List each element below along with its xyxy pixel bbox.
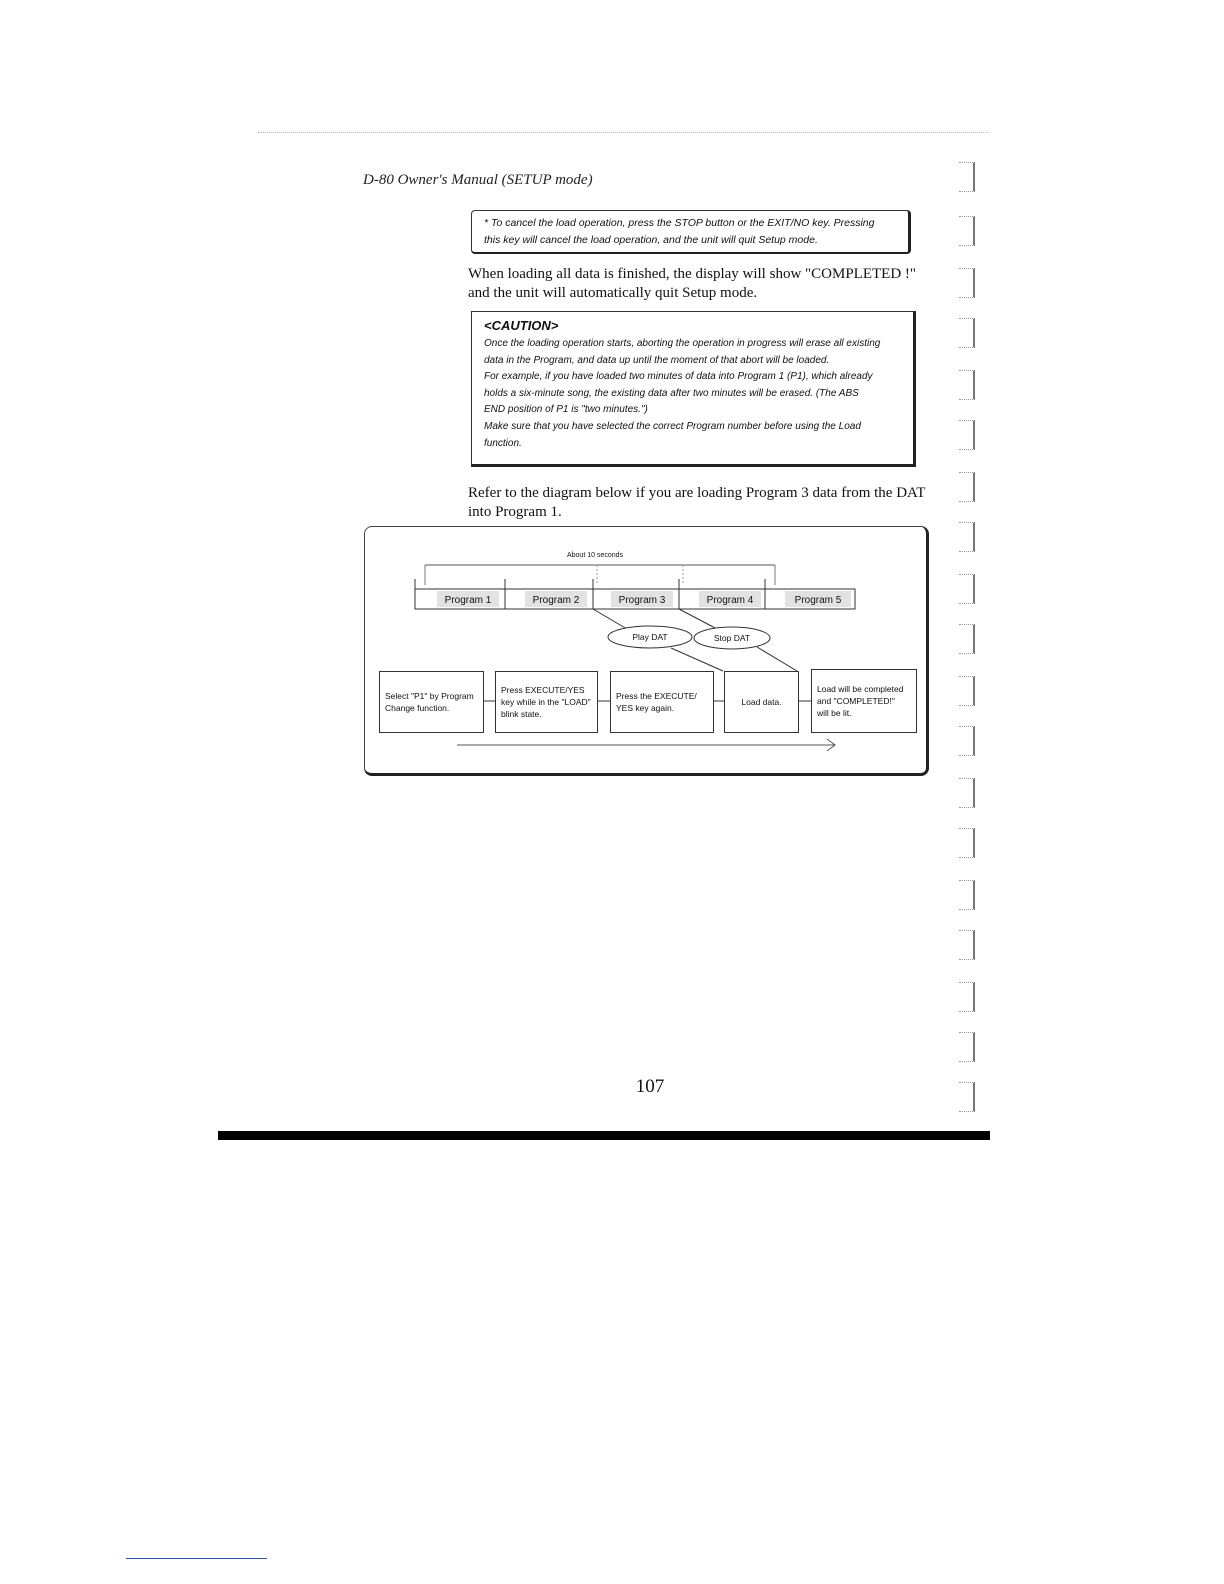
- caution-line: END position of P1 is "two minutes."): [484, 404, 648, 416]
- caution-line: data in the Program, and data up until the moment of that abort will be loaded.: [484, 354, 830, 366]
- step-press-execute: Press EXECUTE/YES key while in the "LOAD" blink state.: [495, 671, 598, 733]
- program-label-1: Program 1: [444, 595, 492, 606]
- step-press-execute-again: Press the EXECUTE/ YES key again.: [610, 671, 714, 733]
- caution-box: [471, 311, 916, 467]
- play-dat-label: Play DAT: [632, 632, 668, 642]
- program-label-3: Program 3: [618, 595, 666, 606]
- footnote-rule: [126, 1558, 267, 1559]
- diagram-intro-paragraph: Refer to the diagram below if you are loading Program 3 data from the DAT into Program 1.: [468, 485, 926, 520]
- completion-paragraph: When loading all data is finished, the display will show "COMPLETED !" and the unit will automatically quit Setup mode.: [468, 266, 917, 301]
- caution-line: function.: [484, 437, 522, 449]
- page-header: D-80 Owner's Manual (SETUP mode): [363, 172, 593, 188]
- cancel-note-box: [471, 210, 911, 254]
- step-load-completed: Load will be completed and "COMPLETED!" will be lit.: [811, 669, 917, 733]
- caution-line: Once the loading operation starts, aborting the operation in progress will erase all existing: [484, 338, 881, 349]
- top-dotted-rule: [258, 132, 988, 133]
- caution-line: holds a six-minute song, the existing data after two minutes will be erased. (The ABS: [484, 387, 859, 399]
- step-select-program: Select "P1" by Program Change function.: [379, 671, 484, 733]
- page-number: 107: [635, 1076, 665, 1097]
- duration-label: About 10 seconds: [566, 552, 624, 559]
- bottom-rule: [218, 1131, 990, 1140]
- caution-title: <CAUTION>: [484, 318, 559, 333]
- caution-line: Make sure that you have selected the correct Program number before using the Load: [484, 420, 861, 432]
- load-diagram: [364, 526, 929, 776]
- caution-line: For example, if you have loaded two minutes of data into Program 1 (P1), which already: [484, 371, 873, 383]
- stop-dat-label: Stop DAT: [713, 633, 751, 643]
- note-line: this key will cancel the load operation, and the unit will quit Setup mode.: [484, 234, 818, 246]
- note-line: * To cancel the load operation, press the STOP button or the EXIT/NO key. Pressing: [484, 217, 875, 229]
- load-diagram-graphic: [365, 527, 930, 777]
- program-label-2: Program 2: [532, 595, 580, 606]
- program-label-5: Program 5: [794, 595, 842, 606]
- program-label-4: Program 4: [706, 595, 754, 606]
- step-load-data: Load data.: [724, 671, 799, 733]
